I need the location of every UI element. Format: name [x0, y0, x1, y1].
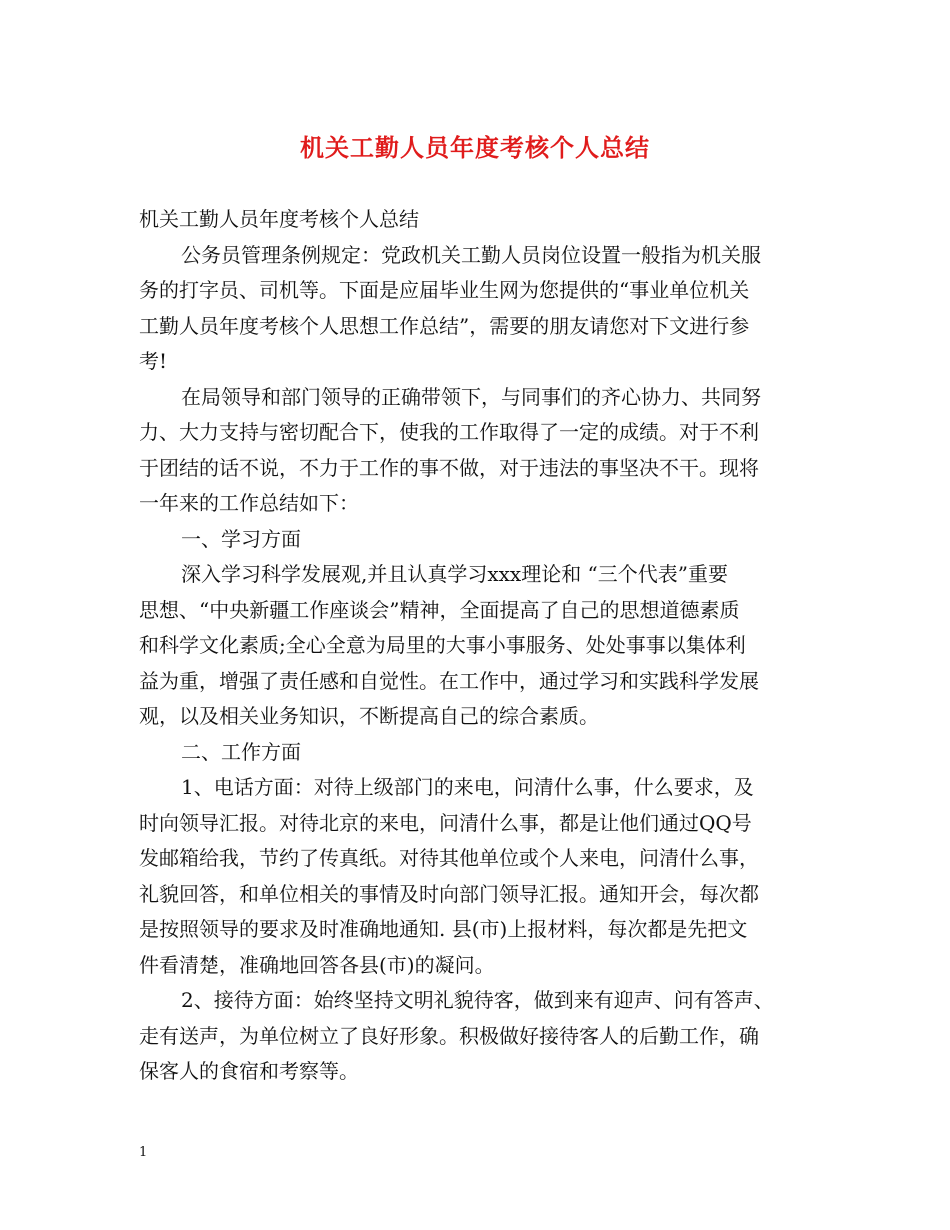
body-line: 在局领导和部门领导的正确带领下，与同事们的齐心协力、共同努	[181, 384, 761, 409]
body-line: 公务员管理条例规定：党政机关工勤人员岗位设置一般指为机关服	[181, 242, 761, 267]
document-body	[139, 202, 839, 1090]
body-line: 考!	[139, 349, 168, 373]
body-line: 和科学文化素质;全心全意为局里的大事小事服务、处处事事以集体利	[139, 633, 746, 657]
body-line: 2、接待方面：始终坚持文明礼貌待客，做到来有迎声、问有答声、	[181, 988, 774, 1012]
body-line: 观，以及相关业务知识，不断提高自己的综合素质。	[139, 704, 599, 728]
body-line: 件看清楚，准确地回答各县(市)的凝问。	[139, 952, 495, 977]
body-line: 工勤人员年度考核个人思想工作总结”，需要的朋友请您对下文进行参	[139, 313, 750, 338]
body-line: 深入学习科学发展观,并且认真学习xxx理论和 “三个代表”重要	[181, 562, 729, 586]
section-heading: 二、工作方面	[181, 739, 301, 764]
page-number: 1	[139, 1145, 148, 1160]
body-line: 思想、“中央新疆工作座谈会”精神，全面提高了自己的思想道德素质	[139, 597, 740, 622]
body-line: 1、电话方面：对待上级部门的来电，问清什么事，什么要求，及	[181, 775, 754, 799]
body-line: 一年来的工作总结如下：	[139, 491, 359, 515]
body-line: 力、大力支持与密切配合下，使我的工作取得了一定的成绩。对于不利	[139, 420, 759, 444]
body-line: 机关工勤人员年度考核个人总结	[139, 207, 419, 231]
section-heading: 一、学习方面	[181, 526, 301, 551]
body-line: 务的打字员、司机等。下面是应届毕业生网为您提供的“事业单位机关	[139, 278, 750, 302]
body-line: 保客人的食宿和考察等。	[139, 1059, 359, 1083]
body-line: 时向领导汇报。对待北京的来电，问清什么事，都是让他们通过QQ号	[139, 810, 752, 835]
body-line: 是按照领导的要求及时准确地通知. 县(市)上报材料，每次都是先把文	[139, 917, 748, 941]
body-line: 走有送声，为单位树立了良好形象。积极做好接待客人的后勤工作，确	[139, 1023, 759, 1048]
body-line: 礼貌回答，和单位相关的事情及时向部门领导汇报。通知开会，每次都	[139, 881, 759, 906]
document-title: 机关工勤人员年度考核个人总结	[300, 133, 650, 162]
body-line: 于团结的话不说，不力于工作的事不做，对于违法的事坚决不干。现将	[139, 455, 759, 480]
body-line: 发邮箱给我，节约了传真纸。对待其他单位或个人来电，问清什么事，	[139, 846, 759, 870]
body-line: 益为重，增强了责任感和自觉性。在工作中，通过学习和实践科学发展	[139, 668, 759, 693]
